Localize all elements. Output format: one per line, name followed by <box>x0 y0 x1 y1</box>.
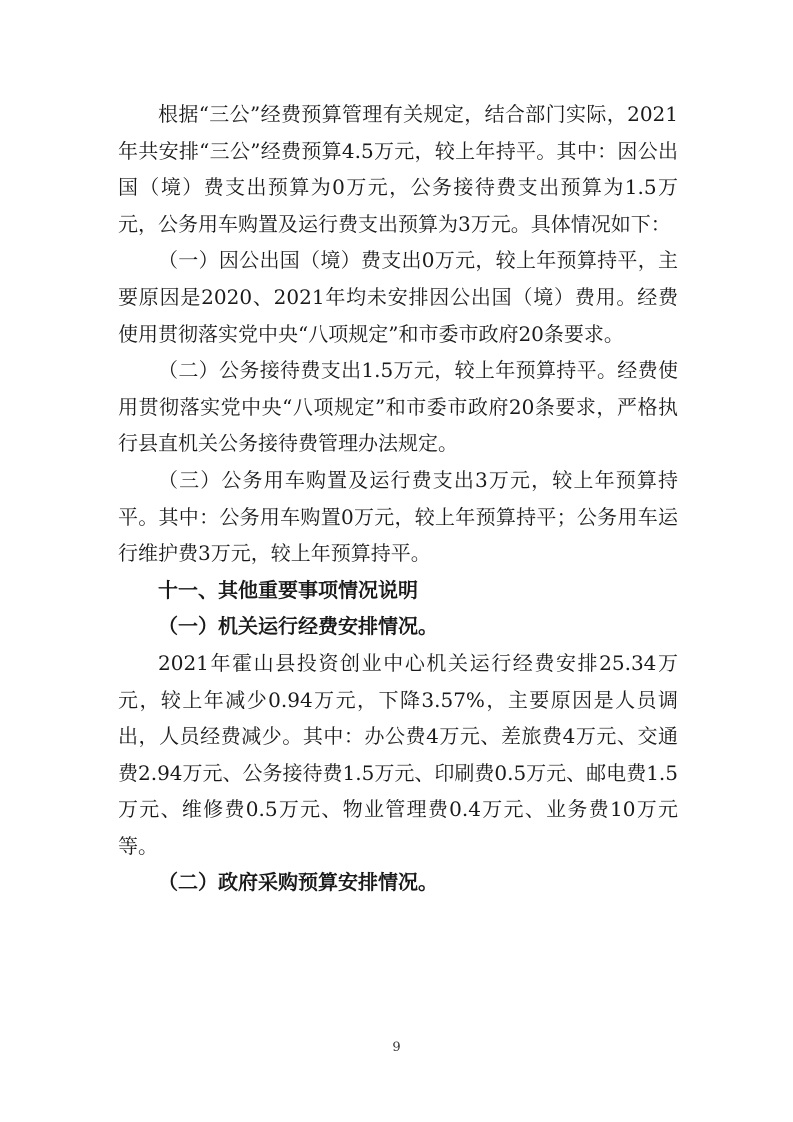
document-body <box>118 96 678 901</box>
subheading-government-procurement: （二）政府采购预算安排情况。 <box>158 870 438 895</box>
page-number: 9 <box>392 1040 401 1055</box>
section-heading-other-matters: 十一、其他重要事项情况说明 <box>158 577 418 602</box>
paragraph-overseas-travel: （一）因公出国（境）费支出0万元，较上年预算持平，主要原因是2020、2021年均未安排因公出国（境）费用。经费使用贯彻落实党中央“八项规定”和市委市政府20条要求。 <box>118 248 678 346</box>
paragraph-operating-expenses: 2021年霍山县投资创业中心机关运行经费安排25.34万元，较上年减少0.94万元，下降3.57%，主要原因是人员调出，人员经费减少。其中：办公费4万元、差旅费4万元、交通费2.94万元、公务接待费1.5万元、印刷费0.5万元、邮电费1.5万元、维修费0.5万元、物业管理费0.4万元、业务费10万元等。 <box>118 650 678 858</box>
paragraph-three-public-overview: 根据“三公”经费预算管理有关规定，结合部门实际，2021年共安排“三公”经费预算4.5万元，较上年持平。其中：因公出国（境）费支出预算为0万元，公务接待费支出预算为1.5万元，公务用车购置及运行费支出预算为3万元。具体情况如下： <box>118 102 678 236</box>
subheading-operating-expenses: （一）机关运行经费安排情况。 <box>158 614 438 639</box>
paragraph-official-reception: （二）公务接待费支出1.5万元，较上年预算持平。经费使用贯彻落实党中央“八项规定”和市委市政府20条要求，严格执行县直机关公务接待费管理办法规定。 <box>118 358 678 456</box>
paragraph-official-vehicles: （三）公务用车购置及运行费支出3万元，较上年预算持平。其中：公务用车购置0万元，较上年预算持平；公务用车运行维护费3万元，较上年预算持平。 <box>118 467 678 566</box>
